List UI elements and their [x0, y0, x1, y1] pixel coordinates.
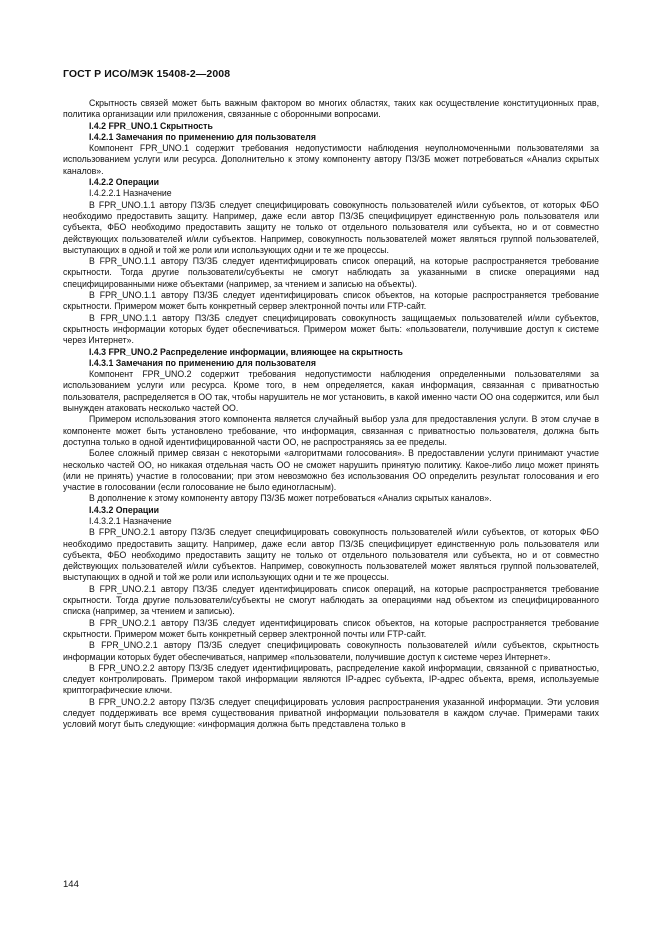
paragraph: В дополнение к этому компоненту автору ПЗ/ЗБ может потребоваться «Анализ скрытых каналов». [89, 493, 492, 504]
section-heading: I.4.3 FPR_UNO.2 Распределение информации, влияющее на скрытность [89, 346, 403, 357]
paragraph: Примером использования этого компонента является случайный выбор узла для предоставления услуги. В этом случае в компоненте может быть установлено требование, что информация, связанная с приватностью пользователя, должна быть доступна только в одной идентифицированной части ОО, не распространяясь за ее пределы. [63, 414, 599, 447]
paragraph: I.4.2.2.1 Назначение [89, 188, 172, 199]
paragraph: В FPR_UNO.2.2 автору ПЗ/ЗБ следует идентифицировать, распределение какой информации, связанной с приватностью, следует контролировать. Примером такой информации являются IP-адрес субъекта, IP-адрес объекта, время, используемые криптографические ключи. [63, 662, 599, 696]
paragraph: В FPR_UNO.2.1 автору ПЗ/ЗБ следует специфицировать совокупность пользователей и/или субъектов, от которых ФБО необходимо предоставить защиту. Например, даже если автор ПЗ/ЗБ специфицирует единственную роль пользователя или субъекта, ФБО необходимо предоставить защиту не только от отдельного пользователя или субъекта, но и от совместно действующих пользователей и/или субъектов. Например, совокупность пользователей может являться группой пользователей, выступающих в одной и той же роли или использующих одни и те же процессы. [63, 527, 599, 583]
paragraph: В FPR_UNO.2.2 автору ПЗ/ЗБ следует специфицировать условия распространения указанной информации. Эти условия следует поддерживать все время существования приватной информации пользователя в каждом случае. Примерами таких условий могут быть следующие: «информация должна быть представлена только в [63, 696, 599, 730]
page-number: 144 [63, 879, 79, 890]
section-heading: I.4.3.1 Замечания по применению для пользователя [89, 357, 316, 368]
paragraph: В FPR_UNO.1.1 автору ПЗ/ЗБ следует идентифицировать список объектов, на которые распространяется требование скрытности. Примером может быть конкретный сервер электронной почты или FTP-сайт. [63, 290, 599, 312]
section-heading: I.4.2.2 Операции [89, 177, 160, 188]
paragraph: В FPR_UNO.2.1 автору ПЗ/ЗБ следует идентифицировать список операций, на которые распространяется требование скрытности. Тогда другие пользователи/субъекты не смогут наблюдать за операциями над объектом из специфицированного списка (например, за чтением и записью). [63, 583, 599, 617]
paragraph: В FPR_UNO.2.1 автору ПЗ/ЗБ следует идентифицировать список объектов, на которые распространяется требование скрытности. Примером может быть конкретный сервер электронной почты или FTP-сайт. [63, 617, 599, 639]
paragraph: Более сложный пример связан с некоторыми «алгоритмами голосования». В предоставлении услуги принимают участие несколько частей ОО, но никакая отдельная часть ОО не сможет нарушить принятую политику. Какое-либо лицо может принять (или не принять) участие в голосовании; при этом невозможно без использования ОО определить результат голосования и его участие в голосовании (если голосование не было единогласным). [63, 448, 599, 493]
paragraph: В FPR_UNO.1.1 автору ПЗ/ЗБ следует идентифицировать список операций, на которые распространяется требование скрытности. Тогда другие пользователи/субъекты не смогут наблюдать за указанными в списке операциями над специфицированными ниже объектами (например, за чтением и записью на объекты). [63, 256, 599, 289]
paragraph: I.4.3.2.1 Назначение [89, 515, 172, 526]
paragraph: Компонент FPR_UNO.1 содержит требования недопустимости наблюдения неуполномоченными пользователями за использованием услуги или ресурса. Дополнительно к этому компоненту автору ПЗ/ЗБ может потребоваться «Анализ скрытых каналов». [63, 143, 599, 176]
paragraph: Компонент FPR_UNO.2 содержит требования недопустимости наблюдения определенными пользователями за использованием услуги или ресурса. Кроме того, в нем определяется, какая информация, связанная с приватностью пользователя, распределяется в ОО так, чтобы нарушитель не мог установить, в какой именно части ОО она содержится, или был вынужден атаковать несколько частей ОО. [63, 369, 599, 414]
paragraph: Скрытность связей может быть важным фактором во многих областях, таких как осуществление конституционных прав, политика организации или приложения, связанные с оборонными вопросами. [63, 98, 599, 120]
paragraph: В FPR_UNO.1.1 автору ПЗ/ЗБ следует специфицировать совокупность защищаемых пользователей и/или субъектов, скрытность информации которых будет обеспечиваться. Примером может быть: «пользователи, получившие доступ к системе через Интернет». [63, 312, 599, 346]
section-heading: I.4.2 FPR_UNO.1 Скрытность [89, 120, 213, 131]
document-header: ГОСТ Р ИСО/МЭК 15408-2—2008 [63, 68, 231, 80]
paragraph: В FPR_UNO.1.1 автору ПЗ/ЗБ следует специфицировать совокупность пользователей и/или субъектов, от которых ФБО необходимо предоставить защиту. Например, даже если автор ПЗ/ЗБ специфицирует единственную роль пользователя или субъекта, ФБО необходимо предоставить защиту не только от отдельного пользователя или субъекта, но и от совместно действующих пользователей и/или субъектов. Например, совокупность пользователей может являться группой пользователей, выступающих в одной и той же роли или использующих одни и те же процессы. [63, 199, 599, 255]
section-heading: I.4.2.1 Замечания по применению для пользователя [89, 131, 316, 142]
section-heading: I.4.3.2 Операции [89, 504, 160, 515]
paragraph: В FPR_UNO.2.1 автору ПЗ/ЗБ следует специфицировать совокупность пользователей и/или субъектов, скрытность информации которых будет обеспечиваться, например «пользователи, получившие доступ к системе через Интернет». [63, 640, 599, 662]
document-body [63, 98, 599, 731]
